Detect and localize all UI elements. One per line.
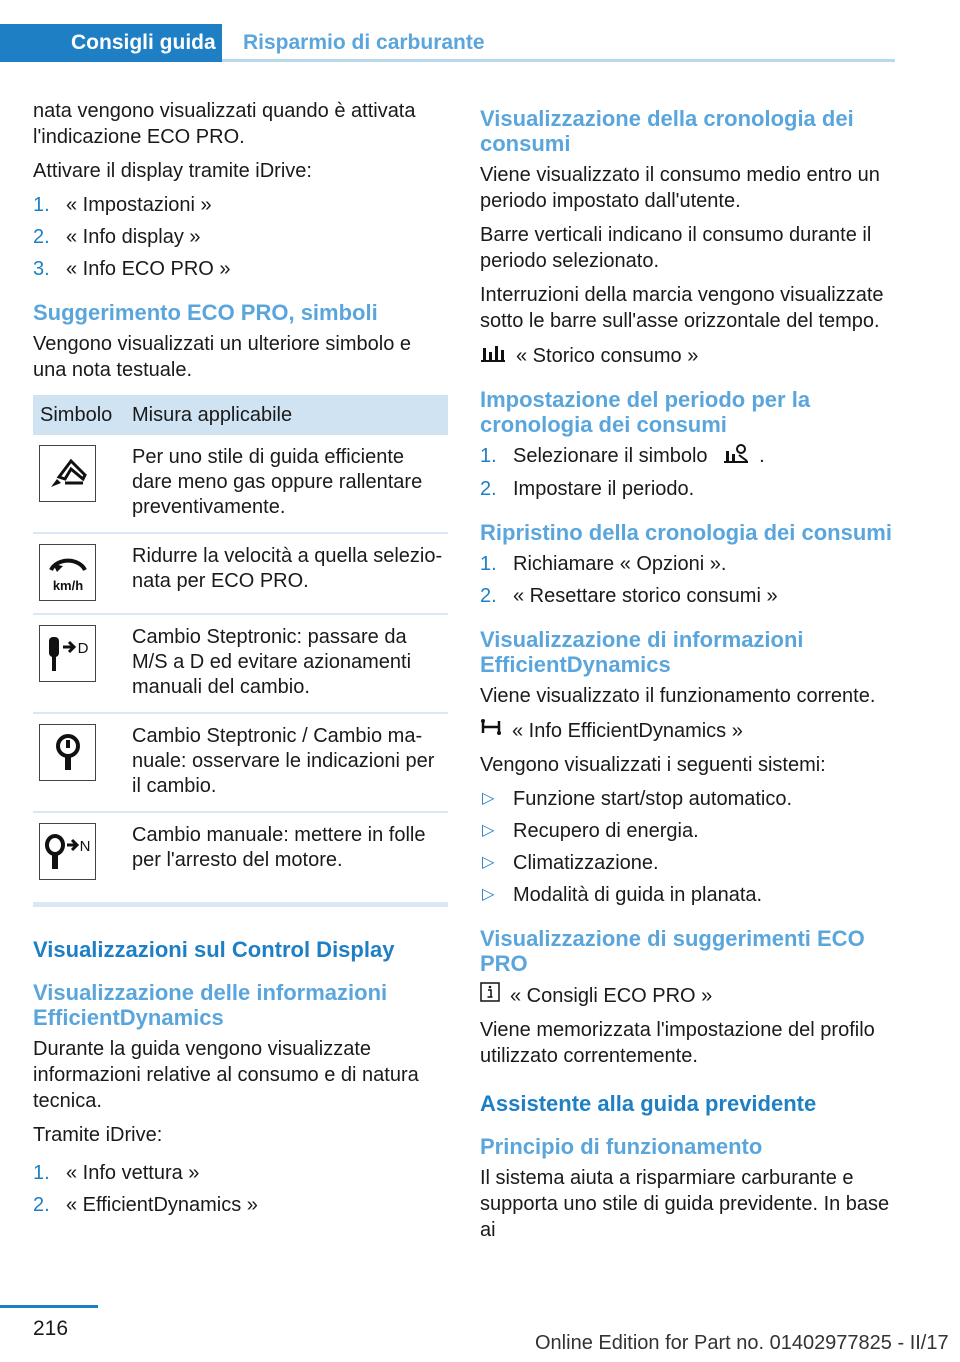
step-number: 1. xyxy=(480,445,497,467)
page-number: 216 xyxy=(33,1317,69,1340)
table-header-row xyxy=(33,395,448,435)
systems-list xyxy=(480,786,895,908)
list-item xyxy=(480,882,895,908)
step-number: 1. xyxy=(33,1162,50,1184)
section-tab[interactable]: Risparmio di carburante xyxy=(243,31,485,54)
page-header xyxy=(0,0,895,62)
heading-reset-history: Ripristino della cronologia dei consumi xyxy=(480,520,892,546)
symbols-paragraph: Vengono visualizzati un ulteriore simbolo e una nota testuale. xyxy=(33,333,411,381)
gear-lever-d-icon xyxy=(39,625,96,682)
heading-set-period: Impostazione del periodo per la cronologia dei consumi xyxy=(480,387,811,437)
right-column xyxy=(480,98,895,1251)
list-item xyxy=(480,850,895,876)
footer-rule xyxy=(0,1305,98,1308)
history-paragraph-1: Viene visualizzato il consumo medio entro un periodo impostato dall'utente. xyxy=(480,164,880,212)
icon-label-d: D xyxy=(77,639,88,657)
step-suffix: . xyxy=(759,445,765,467)
table-row xyxy=(33,812,448,905)
step-text: « EfficientDynamics » xyxy=(66,1194,258,1216)
heading-info-efficientdynamics: Visualizzazione delle informazioni EfficientDynamics xyxy=(33,980,388,1030)
table-cell: Cambio manuale: mettere in folle per l'arresto del motore. xyxy=(132,812,448,905)
symbols-table xyxy=(33,395,448,907)
history-paragraph-2: Barre verticali indicano il consumo durante il periodo selezionato. xyxy=(480,224,872,272)
step-number: 1. xyxy=(33,194,50,216)
table-row xyxy=(33,435,448,533)
history-menu-line xyxy=(480,342,895,369)
eco-tips-menu-line xyxy=(480,982,895,1009)
step-number: 2. xyxy=(33,226,50,248)
table-header-measure: Misura applicabile xyxy=(132,395,448,435)
speedometer-kmh-icon xyxy=(39,544,96,601)
table-cell: Per uno stile di guida efficiente dare meno gas oppure rallentare preventivamente. xyxy=(132,435,448,533)
heading-predictive-assistant: Assistente alla guida previdente xyxy=(480,1091,817,1117)
systems-intro: Vengono visualizzati i seguenti sistemi: xyxy=(480,754,826,777)
principle-paragraph: Il sistema aiuta a risparmiare carburante e supporta uno stile di guida previdente. In base ai xyxy=(480,1167,890,1242)
list-item xyxy=(33,192,448,218)
list-item xyxy=(33,1160,448,1186)
step-text: « Impostazioni » xyxy=(66,194,212,216)
ed-steps-list xyxy=(33,1160,448,1218)
left-column xyxy=(33,98,448,1226)
edition-note: Online Edition for Part no. 01402977825 - II/17 xyxy=(535,1332,949,1354)
table-row xyxy=(33,614,448,713)
list-item xyxy=(33,1192,448,1218)
table-header-symbol: Simbolo xyxy=(33,395,132,435)
table-row xyxy=(33,533,448,614)
history-menu-label: « Storico consumo » xyxy=(516,344,699,367)
heading-control-display: Visualizzazioni sul Control Display xyxy=(33,937,395,962)
table-cell: Cambio Steptronic: passare da M/S a D ed evitare azionamenti manuali del cambio. xyxy=(132,614,448,713)
step-text: « Resettare storico consumi » xyxy=(513,585,778,608)
heading-principle: Principio di funzionamento xyxy=(480,1134,763,1160)
heading-eco-pro-symbols: Suggerimento ECO PRO, simboli xyxy=(33,300,378,325)
list-item xyxy=(480,443,895,470)
list-item xyxy=(33,256,448,282)
gear-lever-n-icon xyxy=(39,823,96,880)
bar-chart-icon xyxy=(480,342,506,369)
reset-steps-list xyxy=(480,551,895,609)
system-text: Climatizzazione. xyxy=(513,852,659,875)
info-icon xyxy=(480,982,500,1009)
step-text: Impostare il periodo. xyxy=(513,478,695,501)
foot-pedal-icon xyxy=(39,445,96,502)
triangle-bullet-icon: ▷ xyxy=(482,886,495,904)
gear-lever-icon xyxy=(39,724,96,781)
list-item xyxy=(480,818,895,844)
eco-tips-menu-label: « Consigli ECO PRO » xyxy=(510,984,713,1007)
history-settings-icon xyxy=(723,443,749,470)
step-text: « Info ECO PRO » xyxy=(66,258,231,280)
list-item xyxy=(480,786,895,812)
list-item xyxy=(480,476,895,502)
step-text: Richiamare « Opzioni ». xyxy=(513,553,727,576)
table-cell: Cambio Steptronic / Cambio manuale: osservare le indicazioni per il cambio. xyxy=(132,713,448,812)
step-text: Selezionare il simbolo xyxy=(513,445,708,467)
heading-consumption-history: Visualizzazione della cronologia dei consumi xyxy=(480,106,854,156)
period-steps-list xyxy=(480,443,895,502)
table-row xyxy=(33,713,448,812)
activate-paragraph: Attivare il display tramite iDrive: xyxy=(33,160,312,182)
triangle-bullet-icon: ▷ xyxy=(482,822,495,840)
heading-ed-info: Visualizzazione di informazioni EfficientDynamics xyxy=(480,627,804,678)
system-text: Funzione start/stop automatico. xyxy=(513,788,793,811)
step-number: 3. xyxy=(33,258,50,280)
step-number: 1. xyxy=(480,553,497,576)
chapter-tab-label: Consigli guida xyxy=(71,31,216,54)
icon-label-n: N xyxy=(79,837,90,855)
ed-info-paragraph: Viene visualizzato il funzionamento corrente. xyxy=(480,685,876,708)
header-rule xyxy=(222,59,895,62)
chapter-tab[interactable] xyxy=(0,24,222,62)
list-item xyxy=(480,583,895,609)
intro-paragraph: nata vengono visualizzati quando è attivata l'indicazione ECO PRO. xyxy=(33,100,416,148)
triangle-bullet-icon: ▷ xyxy=(482,790,495,808)
system-text: Recupero di energia. xyxy=(513,820,699,843)
system-text: Modalità di guida in planata. xyxy=(513,884,763,907)
heading-eco-tips: Visualizzazione di suggerimenti ECO PRO xyxy=(480,926,865,977)
list-item xyxy=(33,224,448,250)
efficientdynamics-icon xyxy=(480,717,502,744)
table-cell: Ridurre la velocità a quella selezionata per ECO PRO. xyxy=(132,533,448,614)
step-text: « Info vettura » xyxy=(66,1162,200,1184)
idrive-steps-list xyxy=(33,192,448,282)
step-number: 2. xyxy=(480,585,497,608)
eco-tips-paragraph: Viene memorizzata l'impostazione del profilo utilizzato correntemente. xyxy=(480,1019,875,1068)
ed-info-menu-label: « Info EfficientDynamics » xyxy=(512,719,743,742)
triangle-bullet-icon: ▷ xyxy=(482,854,495,872)
icon-label-kmh: km/h xyxy=(52,577,83,593)
list-item xyxy=(480,551,895,577)
history-paragraph-3: Interruzioni della marcia vengono visualizzate sotto le barre sull'asse orizzontale del tempo. xyxy=(480,284,884,332)
info-ed-paragraph: Durante la guida vengono visualizzate informazioni relative al consumo e di natura tecnica. xyxy=(33,1038,419,1112)
step-number: 2. xyxy=(33,1194,50,1216)
via-idrive-paragraph: Tramite iDrive: xyxy=(33,1124,163,1146)
step-number: 2. xyxy=(480,478,497,501)
step-text: « Info display » xyxy=(66,226,201,248)
ed-info-menu-line xyxy=(480,717,895,744)
